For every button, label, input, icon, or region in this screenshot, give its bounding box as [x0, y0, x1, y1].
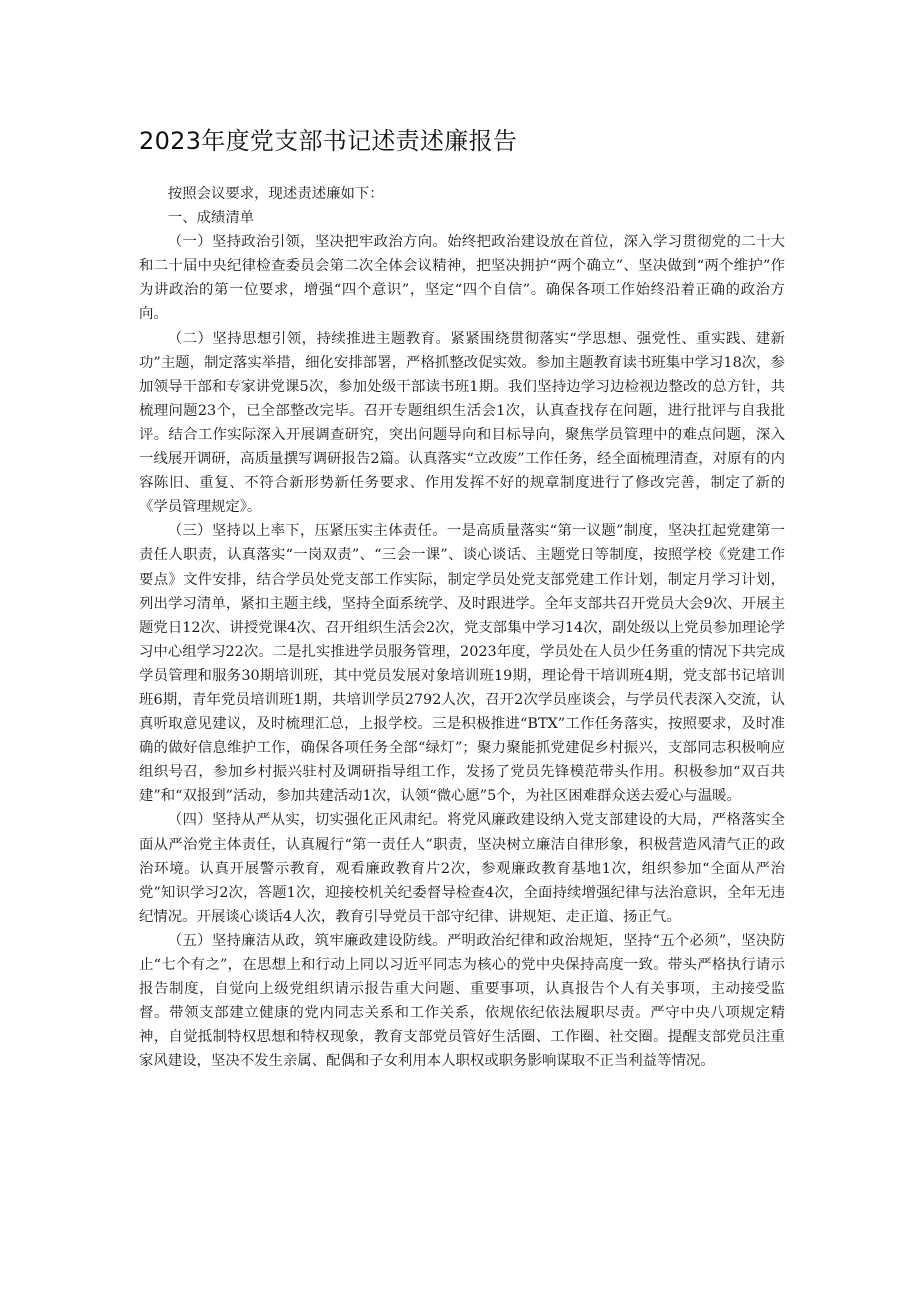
document-body — [139, 182, 785, 1073]
section-heading-achievements: 一、成绩清单 — [167, 210, 255, 227]
paragraph-integrity: （五）坚持廉洁从政，筑牢廉政建设防线。严明政治纪律和政治规矩，坚持“五个必须”，坚决防止“七个有之”，在思想上和行动上同以习近平同志为核心的党中央保持高度一致。带头严格执行请示报告制度，自觉向上级党组织请示报告重大问题、重要事项，认真报告个人有关事项，主动接受监督。带领支部建立健康的党内同志关系和工作关系，依规依纪依法履职尽责。严守中央八项规定精神，自觉抵制特权思想和特权现象，教育支部党员管好生活圈、工作圈、社交圈。提醒支部党员注重家风建设，坚决不发生亲属、配偶和子女利用本人职权或职务影响谋取不正当利益等情况。 — [139, 932, 785, 1070]
paragraph-theme-education: （二）坚持思想引领，持续推进主题教育。紧紧围绕贯彻落实“学思想、强党性、重实践、建新功”主题，制定落实举措，细化安排部署，严格抓整改促实效。参加主题教育读书班集中学习18次，参加领导干部和专家讲党课5次，参加处级干部读书班1期。我们坚持边学习边检视边整改的总方针，共梳理问题23个，已全部整改完毕。召开专题组织生活会1次，认真查找存在问题，进行批评与自我批评。结合工作实际深入开展调查研究，突出问题导向和目标导向，聚焦学员管理中的难点问题，深入一线展开调研，高质量撰写调研报告2篇。认真落实“立改废”工作任务，经全面梳理清查，对原有的内容陈旧、重复、不符合新形势新任务要求、作用发挥不好的规章制度进行了修改完善，制定了新的《学员管理规定》。 — [139, 330, 785, 516]
intro-paragraph: 按照会议要求，现述责述廉如下： — [167, 186, 384, 202]
document-page — [139, 118, 785, 1073]
document-title: 2023年度党支部书记述责述廉报告 — [139, 127, 518, 155]
paragraph-main-responsibility: （三）坚持以上率下，压紧压实主体责任。一是高质量落实“第一议题”制度，坚决扛起党建第一责任人职责，认真落实“一岗双责”、“三会一课”、谈心谈话、主题党日等制度，按照学校《党建工作要点》文件安排，结合学员处党支部工作实际，制定学员处党支部党建工作计划，制定月学习计划，列出学习清单，紧扣主题主线，坚持全面系统学、及时跟进学。全年支部共召开党员大会9次、开展主题党日12次、讲授党课4次、召开组织生活会2次，党支部集中学习14次，副处级以上党员参加理论学习中心组学习22次。二是扎实推进学员服务管理，2023年度，学员处在人员少任务重的情况下共完成学员管理和服务30期培训班，其中党员发展对象培训班19期，理论骨干培训班4期，党支部书记培训班6期，青年党员培训班1期，共培训学员2792人次，召开2次学员座谈会，与学员代表深入交流，认真听取意见建议，及时梳理汇总，上报学校。三是积极推进“BTX”工作任务落实，按照要求，及时准确的做好信息维护工作，确保各项任务全部“绿灯”；聚力聚能抓党建促乡村振兴，支部同志积极响应组织号召，参加乡村振兴驻村及调研指导组工作，发扬了党员先锋模范带头作用。积极参加“双百共建”和“双报到”活动，参加共建活动1次，认领“微心愿”5个，为社区困难群众送去爱心与温暖。 — [139, 523, 785, 805]
paragraph-discipline: （四）坚持从严从实，切实强化正风肃纪。将党风廉政建设纳入党支部建设的大局，严格落实全面从严治党主体责任，认真履行“第一责任人”职责，坚决树立廉洁自律形象，积极营造风清气正的政治环境。认真开展警示教育，观看廉政教育片2次，参观廉政教育基地1次，组织参加“全面从严治党”知识学习2次，答题1次，迎接校机关纪委督导检查4次，全面持续增强纪律与法治意识，全年无违纪情况。开展谈心谈话4人次，教育引导党员干部守纪律、讲规矩、走正道、扬正气。 — [139, 812, 785, 925]
paragraph-political-leadership: （一）坚持政治引领，坚决把牢政治方向。始终把政治建设放在首位，深入学习贯彻党的二十大和二十届中央纪律检查委员会第二次全体会议精神，把坚决拥护“两个确立”、坚决做到“两个维护”作为讲政治的第一位要求，增强“四个意识”，坚定“四个自信”。确保各项工作始终沿着正确的政治方向。 — [139, 234, 785, 323]
